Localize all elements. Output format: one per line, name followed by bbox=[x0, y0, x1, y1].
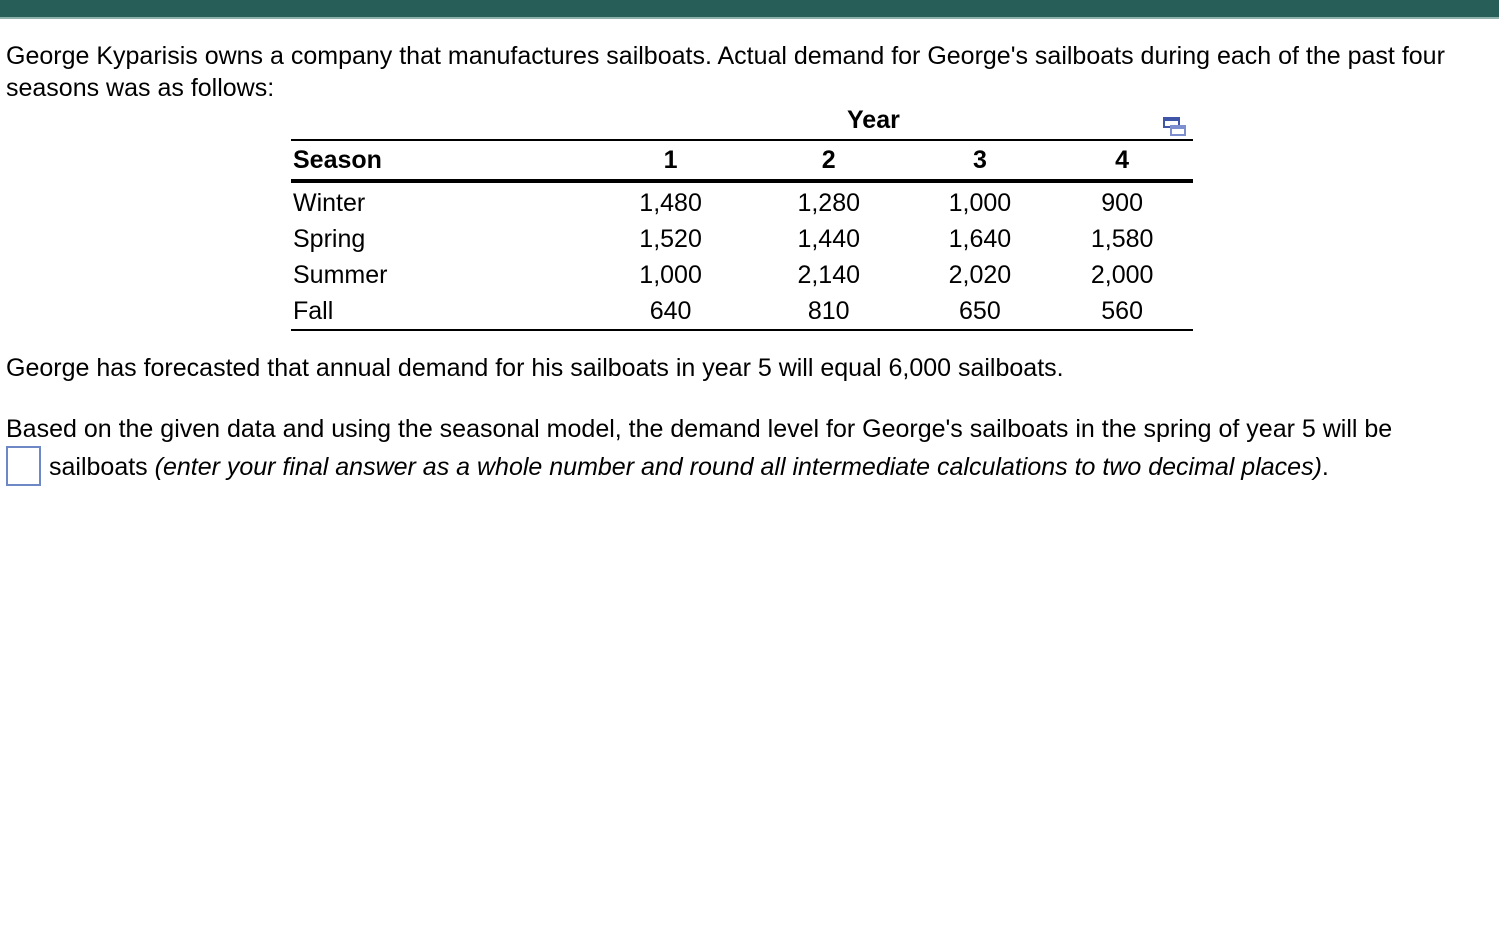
value-cell: 2,140 bbox=[797, 261, 860, 289]
value-cell: 1,640 bbox=[948, 225, 1012, 253]
answer-instructions: (enter your final answer as a whole number and round all intermediate calculations to two decimal places) bbox=[154, 453, 1322, 481]
answer-unit: sailboats bbox=[49, 453, 148, 481]
answer-input[interactable] bbox=[6, 446, 41, 486]
table-header-row bbox=[291, 140, 1193, 181]
top-header-bar bbox=[0, 0, 1499, 19]
table-row-winter bbox=[291, 181, 1193, 221]
season-column-header: Season bbox=[293, 146, 382, 174]
season-cell: Fall bbox=[293, 297, 334, 325]
table-row-fall bbox=[291, 293, 1193, 330]
year-header bbox=[291, 102, 1193, 138]
value-cell: 2,000 bbox=[1090, 261, 1154, 289]
value-cell: 650 bbox=[959, 297, 1001, 325]
question-content bbox=[6, 40, 1486, 481]
value-cell: 1,580 bbox=[1090, 225, 1154, 253]
table-row-summer bbox=[291, 257, 1193, 293]
value-cell: 1,440 bbox=[797, 225, 860, 253]
year-3-header: 3 bbox=[972, 146, 987, 174]
value-cell: 560 bbox=[1101, 297, 1143, 325]
demand-table bbox=[291, 139, 1193, 331]
season-cell: Summer bbox=[293, 261, 388, 289]
value-cell: 1,520 bbox=[639, 225, 702, 253]
value-cell: 900 bbox=[1101, 189, 1143, 217]
intro-text: George Kyparisis owns a company that manufactures sailboats. Actual demand for George's sailboats during each of the past four seasons was as follows: bbox=[6, 42, 1445, 102]
year-2-header: 2 bbox=[821, 146, 836, 174]
forecast-text: George has forecasted that annual demand for his sailboats in year 5 will equal 6,000 sailboats. bbox=[6, 354, 1064, 382]
value-cell: 2,020 bbox=[948, 261, 1012, 289]
value-cell: 1,480 bbox=[639, 189, 702, 217]
value-cell: 1,000 bbox=[948, 189, 1012, 217]
question-text bbox=[6, 410, 1486, 488]
question-end: . bbox=[1321, 453, 1329, 481]
value-cell: 640 bbox=[649, 297, 692, 325]
year-title: Year bbox=[847, 106, 900, 134]
question-lead: Based on the given data and using the seasonal model, the demand level for George's sailboats in the spring of year 5 will be bbox=[6, 415, 1393, 443]
season-cell: Spring bbox=[293, 225, 366, 253]
year-1-header: 1 bbox=[663, 146, 678, 174]
table-row-spring bbox=[291, 221, 1193, 257]
year-4-header: 4 bbox=[1115, 146, 1130, 174]
value-cell: 1,280 bbox=[797, 189, 860, 217]
value-cell: 810 bbox=[807, 297, 850, 325]
copy-table-icon[interactable] bbox=[1163, 114, 1187, 136]
season-cell: Winter bbox=[293, 189, 366, 217]
value-cell: 1,000 bbox=[639, 261, 702, 289]
